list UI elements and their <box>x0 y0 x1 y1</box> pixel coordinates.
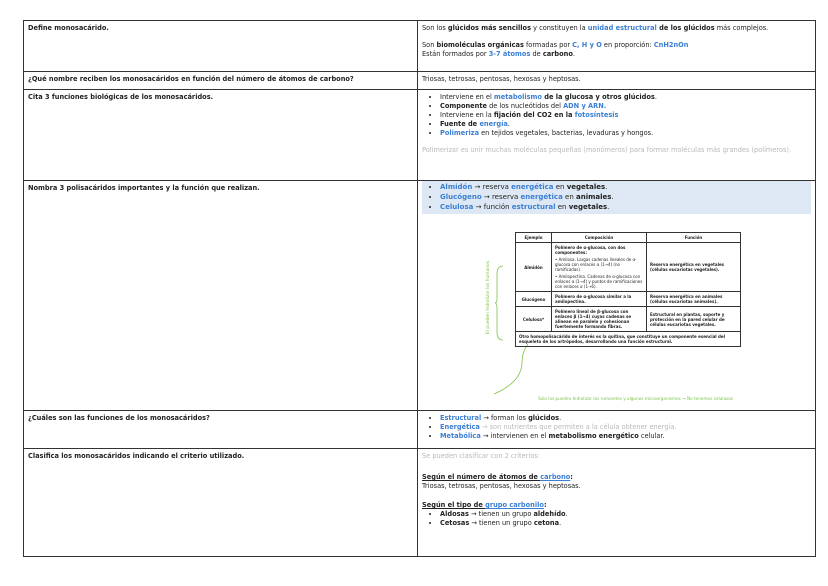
definition-note: Polimerizar es unir muchas moléculas pequeñas (monómeros) para formar moléculas más grandes (polímeros). <box>422 146 792 154</box>
text: biomoléculas orgánicas <box>436 41 524 49</box>
question-cell: Clasifica los monosacáridos indicando el criterio utilizado. <box>24 449 418 557</box>
list-item: • Glucógeno → reserva energética en animales. <box>440 192 811 202</box>
text: Son los <box>422 24 448 32</box>
answer-cell <box>418 411 816 449</box>
text: de <box>530 50 543 58</box>
table-row <box>24 181 816 411</box>
bottom-annotation: Solo los pueden hidrolizar los rumiantes y algunos microorganismos → No tenemos celulasas <box>538 396 733 401</box>
answer-cell: Se pueden clasificar con 2 criterios: Según el número de átomos de carbono: Triosas, tetrosas, pentosas, hexosas y heptosas. Según el tipo de grupo carbonilo: • Aldosas → tienen un grupo aldehído. • Cetosas → tienen un grupo cetona. <box>418 449 816 557</box>
brace-icon <box>495 264 505 342</box>
text: formadas por <box>523 41 573 49</box>
question-cell: Nombra 3 polisacáridos importantes y la función que realizan. <box>24 181 418 411</box>
list-item: • Fuente de energía. <box>440 120 811 129</box>
list-item: • Almidón → reserva energética en vegetales. <box>440 182 811 192</box>
answer-cell <box>418 181 816 411</box>
text: Son <box>422 41 437 49</box>
list-item: • Aldosas → tienen un grupo aldehído. <box>440 510 811 519</box>
side-annotation: El pueden hidrolizar los humanos <box>486 260 491 334</box>
text: unidad estructural <box>587 24 657 32</box>
qa-table <box>23 20 816 557</box>
list-item: • Cetosas → tienen un grupo cetona. <box>440 519 811 528</box>
text: C, H y O <box>572 41 602 49</box>
study-sheet <box>23 20 805 557</box>
question-cell: ¿Qué nombre reciben los monosacáridos en función del número de átomos de carbono? <box>24 72 418 90</box>
text: glúcidos más sencillos <box>447 24 531 32</box>
table-row <box>24 90 816 181</box>
bullet-list <box>422 93 811 138</box>
list-item: • Polimeriza en tejidos vegetales, bacterias, levaduras y hongos. <box>440 129 811 138</box>
table-row <box>24 411 816 449</box>
list-item: • Componente de los nucleótidos del ADN y ARN. <box>440 102 811 111</box>
table-row <box>24 72 816 90</box>
answer-cell: Triosas, tetrosas, pentosas, hexosas y heptosas. <box>418 72 816 90</box>
text: CnH2nOn <box>653 41 689 49</box>
text: de los glúcidos <box>656 24 715 32</box>
text: más complejos. <box>714 24 769 32</box>
highlighted-list <box>422 180 811 214</box>
answer-cell <box>418 90 816 181</box>
text: Se pueden clasificar con 2 criterios: <box>422 452 540 460</box>
text: en proporción: <box>601 41 654 49</box>
list-item: • Metabólica → intervienen en el metabolismo energético celular. <box>440 432 811 441</box>
text: Triosas, tetrosas, pentosas, hexosas y heptosas. <box>422 482 581 490</box>
list-item: • Energética → son nutrientes que permiten a la célula obtener energía. <box>440 423 811 432</box>
bullet-list <box>422 510 811 528</box>
text: 3-7 átomos <box>488 50 531 58</box>
bullet-list <box>422 414 811 441</box>
list-item: • Interviene en la fijación del CO2 en la fotosíntesis <box>440 111 811 120</box>
table-row <box>24 449 816 557</box>
list-item: • Estructural → forman los glúcidos. <box>440 414 811 423</box>
list-item: • Interviene en el metabolismo de la glucosa y otros glúcidos. <box>440 93 811 102</box>
text: y constituyen la <box>531 24 588 32</box>
text: carbono <box>542 50 573 58</box>
question-cell: Define monosacárido. <box>24 21 418 72</box>
composition-table: Ejemplo Composición Función Almidón Polímero de α-glucosa, con dos componentes: • Amilosa. Largas cadenas lineales de α-glucosa con enlaces α (1→4) (no ramificadas). • Amilopectina. Cadenas de α-glucosa con enlaces α (1→4) y puntos de ramificaciones con enlaces α (1→6). Reserva energética en vegetales (células eucariotas vegetales). Glucógeno Polímero de α-glucosa similar a la amilopectina. Reserva energética en animales (células eucariotas animales). Celulosa* Polímero lineal de β-glucosa con enlaces β (1→4) cuyas cadenas se alinean en paralelo y cohesionan fuertemente formando fibras. Estructural en plantas, soporte y protección en la pared celular de células eucariotas vegetales. Otro homopolisacárido de interés es la quitina, que constituye un componente esencial del esqueleto de los artrópodos, desarrollando una función estructural. <box>515 232 741 347</box>
question-cell: ¿Cuáles son las funciones de los monosacáridos? <box>24 411 418 449</box>
list-item: • Celulosa → función estructural en vegetales. <box>440 202 811 212</box>
arrow-icon <box>492 342 532 397</box>
table-row <box>24 21 816 72</box>
polysaccharide-table-image <box>422 222 811 407</box>
text: Están formados por <box>422 50 489 58</box>
question-cell: Cita 3 funciones biológicas de los monosacáridos. <box>24 90 418 181</box>
answer-cell: Son los glúcidos más sencillos y constituyen la unidad estructural de los glúcidos más complejos. Son biomoléculas orgánicas formadas por C, H y O en proporción: CnH2nOn Están formados por 3-7 átomos de carbono. <box>418 21 816 72</box>
